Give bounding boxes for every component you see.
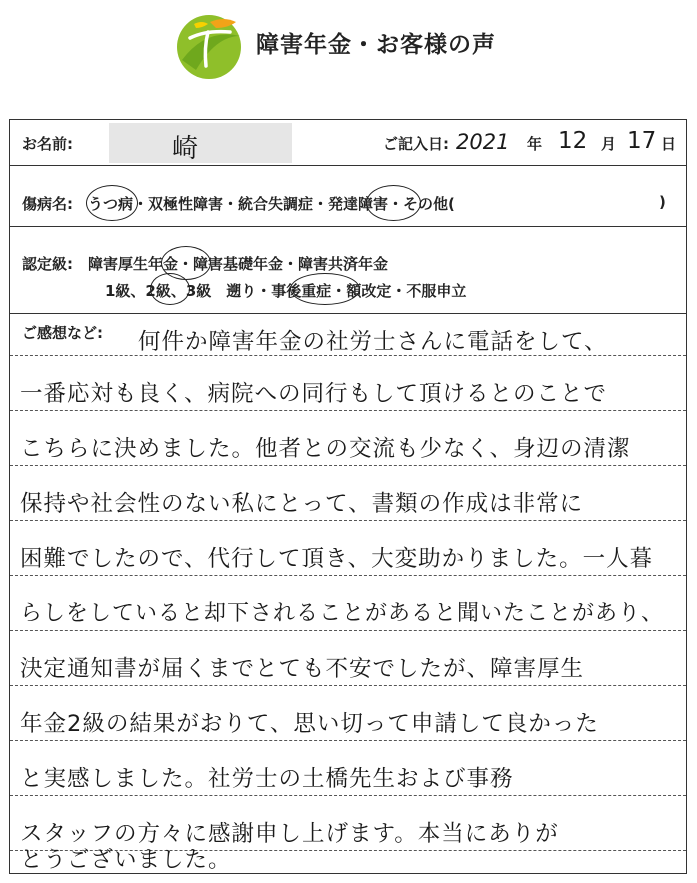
date-day: 17: [627, 128, 657, 154]
comment-line-text: 困難でしたので、代行して頂き、大変助かりました。一人暮: [20, 546, 654, 572]
ruled-line: [10, 410, 686, 411]
date-month: 12: [558, 128, 588, 154]
name-redaction: [109, 123, 292, 163]
comment-line-text: と実感しました。社労士の土橋先生および事務: [20, 766, 514, 792]
selected-circle: [150, 273, 190, 305]
ruled-line: [10, 520, 686, 521]
name-value: 崎: [172, 134, 199, 164]
selected-circle: [290, 273, 360, 305]
ruled-line: [10, 575, 686, 576]
ruled-line: [10, 630, 686, 631]
comment-label: ご感想など:: [22, 324, 103, 342]
disease-close: ): [659, 193, 666, 211]
divider: [10, 313, 686, 314]
comment-line-text: 決定通知書が届くまでとても不安でしたが、障害厚生: [20, 656, 585, 682]
divider: [10, 165, 686, 166]
year-unit: 年: [527, 135, 543, 153]
comment-line-text: こちらに決めました。他者との交流も少なく、身辺の清潔: [20, 436, 631, 462]
divider: [10, 226, 686, 227]
ruled-line: [10, 740, 686, 741]
name-label: お名前:: [22, 135, 73, 153]
grade-levels: 1級、2級、3級 遡り・事後重症・額改定・不服申立: [105, 282, 467, 300]
selected-circle: [86, 185, 138, 221]
comment-line-text: 保持や社会性のない私にとって、書類の作成は非常に: [20, 491, 584, 517]
comment-line-text: 一番応対も良く、病院への同行もして頂けるとのことで: [20, 381, 608, 407]
testimonial-form: [9, 119, 687, 874]
page-title: 障害年金・お客様の声: [256, 32, 496, 58]
comment-line-text: とうございました。: [20, 847, 232, 873]
logo-icon: [176, 14, 242, 80]
date-label: ご記入日:: [383, 135, 449, 153]
grade-label: 認定級:: [22, 255, 73, 273]
comment-line-text: 何件か障害年金の社労士さんに電話をして、: [138, 329, 608, 355]
ruled-line: [10, 685, 686, 686]
ruled-line: [10, 465, 686, 466]
comment-line-text: スタッフの方々に感謝申し上げます。本当にありが: [20, 821, 559, 847]
selected-circle: [366, 185, 421, 221]
day-unit: 日: [661, 135, 677, 153]
ruled-line: [10, 795, 686, 796]
month-unit: 月: [601, 135, 617, 153]
disease-label: 傷病名:: [22, 195, 73, 213]
comment-line-text: らしをしていると却下されることがあると聞いたことがあり、: [20, 601, 665, 626]
grade-types: 障害厚生年金・障害基礎年金・障害共済年金: [88, 255, 389, 273]
date-year: 2021: [456, 130, 510, 154]
disease-options: うつ病・双極性障害・統合失調症・発達障害・その他(: [88, 195, 455, 213]
comment-line-text: 年金2級の結果がおりて、思い切って申請して良かった: [20, 711, 599, 737]
